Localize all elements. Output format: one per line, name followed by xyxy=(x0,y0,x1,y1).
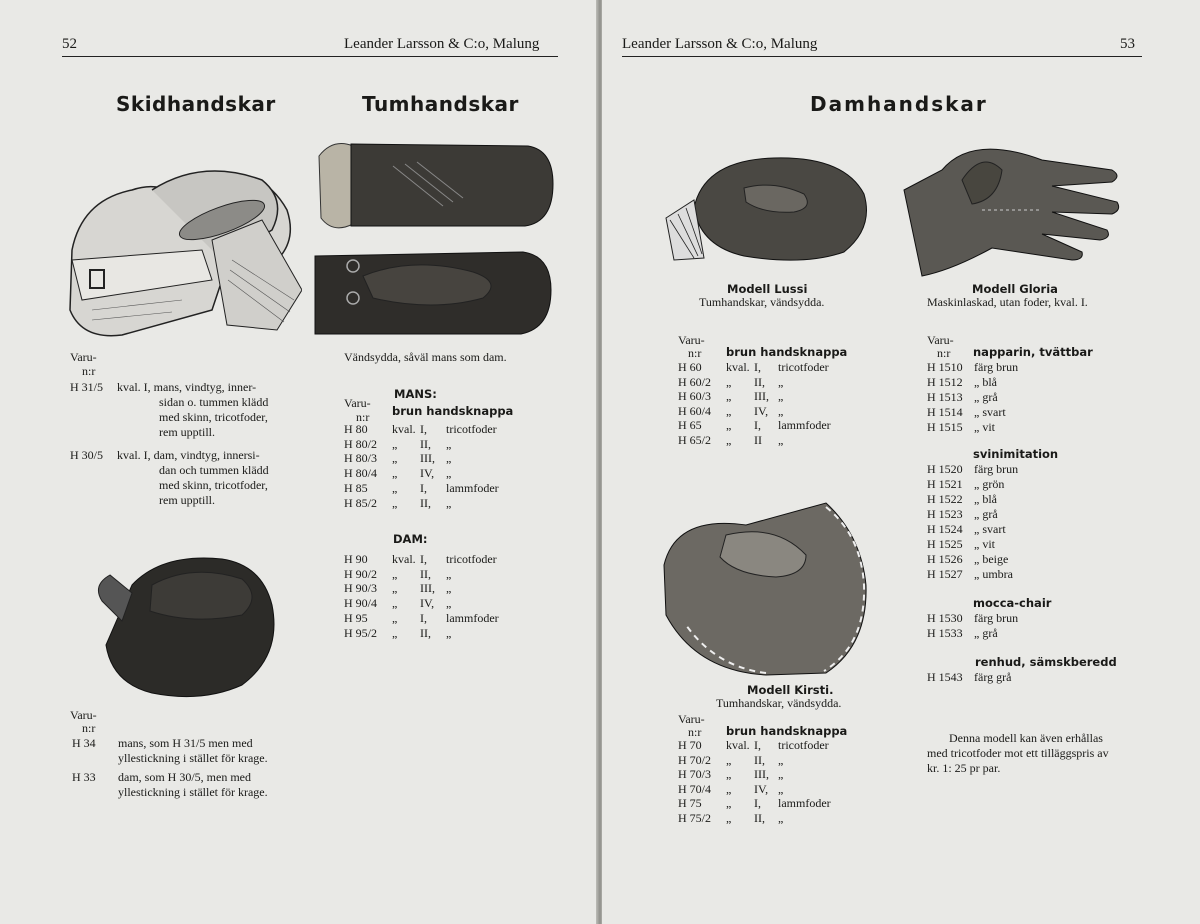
lussi-heading: brun handsknappa xyxy=(726,345,848,359)
dam-row-lining: tricotfoder xyxy=(446,552,497,566)
gloria-note-line2: med tricotfoder mot ett tilläggspris av xyxy=(927,746,1109,760)
dam-row-grade: IV, xyxy=(420,596,435,611)
gloria-row-code: H 1513 xyxy=(927,390,963,404)
kirsti-row-grade: II, xyxy=(754,810,765,825)
gloria-row-code: H 1523 xyxy=(927,507,963,521)
tum-caption: Vändsydda, såväl mans som dam. xyxy=(344,350,507,364)
dam-row-kval: „ xyxy=(392,581,398,596)
mans-row-grade: IV, xyxy=(420,466,435,481)
knit-mitten-illustration xyxy=(92,545,292,705)
lussi-row-grade: III, xyxy=(754,389,769,403)
gloria-row-code: H 1527 xyxy=(927,567,963,581)
gloria-row-code: H 1524 xyxy=(927,522,963,536)
lussi-glove-illustration xyxy=(664,148,874,268)
dam-row-kval: kval. xyxy=(392,552,416,566)
lussi-row-grade: IV, xyxy=(754,403,769,418)
lussi-row-kval: „ xyxy=(726,389,732,403)
knit-desc-1-line2: yllestickning i stället för krage. xyxy=(118,751,268,765)
kirsti-row-grade: III, xyxy=(754,767,769,781)
mans-row-kval: „ xyxy=(392,480,398,495)
kirsti-nr-label: n:r xyxy=(688,725,702,739)
gloria-row-code: H 1533 xyxy=(927,626,963,640)
page-number-left: 52 xyxy=(62,36,77,52)
mans-row-lining: „ xyxy=(446,466,452,481)
mans-label: MANS: xyxy=(394,387,437,401)
header-rule-right xyxy=(622,56,1142,57)
gloria-row-color: färg brun xyxy=(974,462,1019,476)
kirsti-row-grade: II, xyxy=(754,752,765,767)
dam-row-kval: „ xyxy=(392,596,398,611)
gloria-row-color: „ grå xyxy=(974,390,998,404)
ski-varu-label: Varu- xyxy=(70,350,97,364)
lussi-row-grade: I, xyxy=(754,418,761,432)
ski-desc-2-line3: med skinn, tricotfoder, xyxy=(159,478,268,492)
gloria-row-code: H 1525 xyxy=(927,537,963,551)
dam-row-lining: „ xyxy=(446,566,452,581)
mans-row-kval: kval. xyxy=(392,422,416,436)
knit-desc-2: dam, som H 30/5, men med xyxy=(118,770,251,784)
ski-desc-2-line4: rem upptill. xyxy=(159,493,215,507)
gloria-row-color: „ blå xyxy=(974,375,997,389)
dam-row-grade: II, xyxy=(420,625,431,640)
lussi-row-code: H 65/2 xyxy=(678,432,711,447)
gloria-row-color: färg grå xyxy=(974,670,1012,684)
lussi-row-lining: lammfoder xyxy=(778,418,831,432)
gloria-row-code: H 1510 xyxy=(927,360,963,374)
knit-nr-label: n:r xyxy=(82,721,96,735)
dam-row-grade: I, xyxy=(420,552,427,566)
kirsti-row-lining: tricotfoder xyxy=(778,738,829,752)
knit-desc-2-line2: yllestickning i stället för krage. xyxy=(118,785,268,799)
gloria-varu-label: Varu- xyxy=(927,333,954,347)
left-page xyxy=(0,0,598,924)
kirsti-row-lining: lammfoder xyxy=(778,796,831,810)
mans-row-lining: „ xyxy=(446,495,452,510)
dam-row-code: H 90/2 xyxy=(344,566,377,581)
lussi-row-lining: „ xyxy=(778,432,784,447)
kirsti-row-grade: IV, xyxy=(754,781,769,796)
lussi-row-code: H 60/4 xyxy=(678,403,711,418)
kirsti-row-code: H 70/2 xyxy=(678,752,711,767)
gloria-row-color: „ svart xyxy=(974,405,1006,419)
kirsti-row-code: H 70/3 xyxy=(678,767,711,781)
gloria-row-code: H 1520 xyxy=(927,462,963,476)
lussi-row-code: H 60 xyxy=(678,360,702,374)
gloria-note-line3: kr. 1: 25 pr par. xyxy=(927,761,1001,775)
mans-row-code: H 80/4 xyxy=(344,466,377,481)
title-tumhandskar: Tumhandskar xyxy=(362,92,519,116)
dam-row-kval: „ xyxy=(392,610,398,625)
mans-row-lining: lammfoder xyxy=(446,480,499,495)
ski-desc-1-line3: med skinn, tricotfoder, xyxy=(159,410,268,424)
running-header-right: Leander Larsson & C:o, Malung xyxy=(622,36,818,52)
mans-row-kval: „ xyxy=(392,436,398,451)
dam-row-lining: „ xyxy=(446,596,452,611)
mans-row-grade: II, xyxy=(420,436,431,451)
mans-row-grade: II, xyxy=(420,495,431,510)
mans-row-code: H 80/2 xyxy=(344,436,377,451)
dam-label: DAM: xyxy=(393,532,428,546)
mans-row-kval: „ xyxy=(392,495,398,510)
knit-desc-1: mans, som H 31/5 men med xyxy=(118,736,253,750)
gloria-row-code: H 1526 xyxy=(927,552,963,566)
ski-code-1: H 31/5 xyxy=(70,380,103,394)
kirsti-row-kval: „ xyxy=(726,796,732,810)
ski-desc-1: kval. I, mans, vindtyg, inner- xyxy=(117,380,257,394)
kirsti-glove-illustration xyxy=(656,495,881,680)
gloria-row-color: „ svart xyxy=(974,522,1006,536)
header-rule-left xyxy=(62,56,558,57)
lussi-row-grade: I, xyxy=(754,360,761,374)
kirsti-varu-label: Varu- xyxy=(678,712,705,726)
kirsti-row-lining: „ xyxy=(778,810,784,825)
dam-row-code: H 90/3 xyxy=(344,581,377,596)
mitten-illustration-bottom xyxy=(313,246,555,341)
title-damhandskar: Damhandskar xyxy=(810,92,988,116)
kirsti-row-kval: „ xyxy=(726,752,732,767)
mans-row-lining: „ xyxy=(446,436,452,451)
dam-row-kval: „ xyxy=(392,625,398,640)
tum-varu-label: Varu- xyxy=(344,396,371,410)
gloria-row-color: „ grön xyxy=(974,477,1005,491)
knit-varu-label: Varu- xyxy=(70,708,97,722)
kirsti-heading: brun handsknappa xyxy=(726,724,848,738)
gloria-row-code: H 1543 xyxy=(927,670,963,684)
dam-row-code: H 90/4 xyxy=(344,596,377,611)
dam-row-code: H 95/2 xyxy=(344,625,377,640)
knit-code-2: H 33 xyxy=(72,770,96,784)
kirsti-row-code: H 70 xyxy=(678,738,702,752)
kirsti-row-code: H 75/2 xyxy=(678,810,711,825)
ski-glove-illustration xyxy=(62,160,302,345)
kirsti-row-grade: I, xyxy=(754,796,761,810)
mitten-illustration-top xyxy=(313,136,555,236)
gloria-row-color: „ vit xyxy=(974,537,995,551)
dam-row-lining: „ xyxy=(446,581,452,596)
dam-row-code: H 95 xyxy=(344,610,368,625)
right-page xyxy=(602,0,1200,924)
kirsti-row-lining: „ xyxy=(778,767,784,781)
gloria-glove-illustration xyxy=(902,130,1122,278)
lussi-nr-label: n:r xyxy=(688,346,702,360)
lussi-varu-label: Varu- xyxy=(678,333,705,347)
lussi-row-lining: tricotfoder xyxy=(778,360,829,374)
lussi-row-kval: „ xyxy=(726,418,732,432)
gloria-row-code: H 1522 xyxy=(927,492,963,506)
lussi-row-code: H 60/2 xyxy=(678,374,711,389)
lussi-name: Modell Lussi xyxy=(727,282,808,296)
gloria-row-code: H 1530 xyxy=(927,611,963,625)
ski-desc-2: kval. I, dam, vindtyg, innersi- xyxy=(117,448,260,462)
dam-row-grade: I, xyxy=(420,610,427,625)
ski-code-2: H 30/5 xyxy=(70,448,103,462)
gloria-row-color: „ beige xyxy=(974,552,1009,566)
ski-desc-2-line2: dan och tummen klädd xyxy=(159,463,269,477)
lussi-row-code: H 65 xyxy=(678,418,702,432)
lussi-row-kval: „ xyxy=(726,432,732,447)
mans-row-grade: III, xyxy=(420,451,435,466)
kirsti-row-code: H 75 xyxy=(678,796,702,810)
gloria-row-code: H 1514 xyxy=(927,405,963,419)
dam-row-grade: III, xyxy=(420,581,435,596)
gloria-row-code: H 1521 xyxy=(927,477,963,491)
gloria-note-line1: Denna modell kan även erhållas xyxy=(949,731,1103,745)
mans-row-code: H 80/3 xyxy=(344,451,377,466)
gloria-sub: Maskinlaskad, utan foder, kval. I. xyxy=(927,295,1088,309)
tum-nr-label: n:r xyxy=(356,410,370,424)
kirsti-row-kval: kval. xyxy=(726,738,750,752)
kirsti-row-lining: „ xyxy=(778,752,784,767)
kirsti-sub: Tumhandskar, vändsydda. xyxy=(716,696,842,710)
gloria-row-code: H 1515 xyxy=(927,420,963,434)
kirsti-row-kval: „ xyxy=(726,767,732,781)
lussi-row-kval: „ xyxy=(726,374,732,389)
gloria-row-color: „ blå xyxy=(974,492,997,506)
kirsti-row-code: H 70/4 xyxy=(678,781,711,796)
mans-row-code: H 85 xyxy=(344,480,368,495)
page-number-right: 53 xyxy=(1120,36,1135,52)
gloria-group-heading: renhud, sämskberedd xyxy=(975,655,1117,669)
mans-row-code: H 85/2 xyxy=(344,495,377,510)
gloria-group-heading: napparin, tvättbar xyxy=(973,345,1093,359)
mans-row-lining: tricotfoder xyxy=(446,422,497,436)
dam-row-grade: II, xyxy=(420,566,431,581)
gloria-row-color: „ umbra xyxy=(974,567,1013,581)
gloria-group-heading: mocca-chair xyxy=(973,596,1052,610)
gloria-row-color: färg brun xyxy=(974,611,1019,625)
mans-row-grade: I, xyxy=(420,480,427,495)
mans-row-grade: I, xyxy=(420,422,427,436)
kirsti-row-kval: „ xyxy=(726,810,732,825)
gloria-nr-label: n:r xyxy=(937,346,951,360)
title-skidhandskar: Skidhandskar xyxy=(116,92,276,116)
lussi-row-kval: kval. xyxy=(726,360,750,374)
ski-desc-1-line2: sidan o. tummen klädd xyxy=(159,395,269,409)
mans-row-lining: „ xyxy=(446,451,452,466)
lussi-row-code: H 60/3 xyxy=(678,389,711,403)
lussi-sub: Tumhandskar, vändsydda. xyxy=(699,295,825,309)
gloria-row-color: „ grå xyxy=(974,507,998,521)
gloria-group-heading: svinimitation xyxy=(973,447,1059,461)
dam-row-lining: „ xyxy=(446,625,452,640)
knit-code-1: H 34 xyxy=(72,736,96,750)
lussi-row-grade: II xyxy=(754,432,762,447)
kirsti-row-kval: „ xyxy=(726,781,732,796)
mans-row-code: H 80 xyxy=(344,422,368,436)
gloria-row-color: „ vit xyxy=(974,420,995,434)
lussi-row-kval: „ xyxy=(726,403,732,418)
tum-heading: brun handsknappa xyxy=(392,404,514,418)
running-header-left: Leander Larsson & C:o, Malung xyxy=(344,36,540,52)
gloria-row-color: färg brun xyxy=(974,360,1019,374)
kirsti-row-grade: I, xyxy=(754,738,761,752)
gloria-name: Modell Gloria xyxy=(972,282,1058,296)
kirsti-name: Modell Kirsti. xyxy=(747,683,834,697)
dam-row-code: H 90 xyxy=(344,552,368,566)
lussi-row-lining: „ xyxy=(778,374,784,389)
gloria-row-code: H 1512 xyxy=(927,375,963,389)
gloria-row-color: „ grå xyxy=(974,626,998,640)
lussi-row-grade: II, xyxy=(754,374,765,389)
mans-row-kval: „ xyxy=(392,466,398,481)
lussi-row-lining: „ xyxy=(778,389,784,403)
kirsti-row-lining: „ xyxy=(778,781,784,796)
ski-desc-1-line4: rem upptill. xyxy=(159,425,215,439)
ski-nr-label: n:r xyxy=(82,364,96,378)
dam-row-kval: „ xyxy=(392,566,398,581)
mans-row-kval: „ xyxy=(392,451,398,466)
dam-row-lining: lammfoder xyxy=(446,610,499,625)
lussi-row-lining: „ xyxy=(778,403,784,418)
